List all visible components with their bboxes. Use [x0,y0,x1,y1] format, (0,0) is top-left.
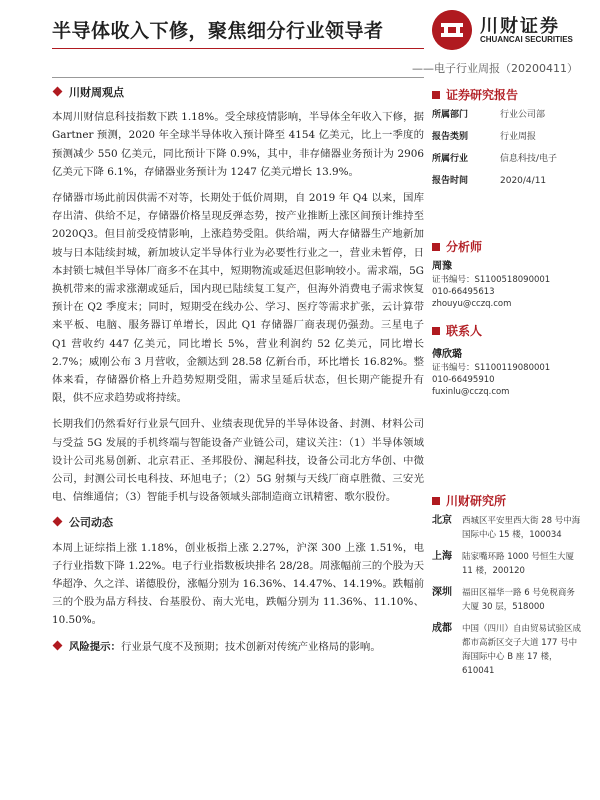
office-beijing [432,514,582,542]
info-value: 信息科技/电子 [500,154,558,164]
chuancai-logo-icon [432,10,472,50]
office-address: 陆家嘴环路 1000 号恒生大厦 11 楼，200120 [462,552,575,576]
contact-email[interactable]: fuxinlu@cczq.com [432,387,510,397]
contact-phone: 010-66495910 [432,375,495,385]
office-address: 西城区平安里西大街 28 号中海国际中心 15 楼，100034 [462,516,581,540]
square-bullet-icon [432,497,440,505]
info-key: 所属部门 [432,110,469,120]
analyst-phone: 010-66495613 [432,287,495,297]
report-subtitle: ——电子行业周报（20200411） [412,62,578,75]
sidebar-heading-analyst [432,240,582,254]
sidebar-heading-text: 联系人 [446,324,483,338]
office-city: 深圳 [432,587,452,598]
office-shanghai [432,550,582,578]
square-bullet-icon [432,243,440,251]
office-city: 成都 [432,623,452,634]
analyst-name: 周豫 [432,261,452,272]
section-heading-text: 川财周观点 [69,86,124,99]
risk-warning [52,638,424,656]
info-row-department [432,108,582,122]
analyst-cert: 证书编号：S1100518090001 [432,275,551,285]
section-heading-company-news [52,514,424,532]
paragraph-4: 本周上证综指上涨 1.18%，创业板指上涨 2.27%，沪深 300 上涨 1.51%，电子行业指数下降 1.22%。电子行业指数板块排名 28/28。周涨幅前三的个股为天华超净、久之洋、诺德股份，涨幅分别为 16.36%、14.47%、14.19%。跌幅前三的个股为晶方科技、台基股份、南大光电，跌幅分别为 11.36%、11.10%、10.50%。 [52,541,424,627]
paragraph-1: 本周川财信息科技指数下跌 1.18%。受全球疫情影响，半导体全年收入下修，据 Gartner 预测，2020 年全球半导体收入预计降至 4154 亿美元，比上一季度的预测减少 550 亿美元，同比预计下降 0.9%，其中，非存储器业务预计为 2906 亿美元下降 6.1%，存储器业务预计为 1247 亿美元增长 13.9%。 [52,111,424,178]
diamond-bullet-icon [53,87,63,97]
sidebar-heading-text: 分析师 [446,240,483,254]
header-divider-secondary [52,77,424,78]
section-heading-weekly-view [52,84,424,102]
main-content [52,84,424,656]
sidebar-heading-institute [432,494,582,508]
office-city: 北京 [432,515,452,526]
info-key: 所属行业 [432,154,469,164]
paragraph-3: 长期我们仍然看好行业景气回升、业绩表现优异的半导体设备、封测、材料公司与受益 5G 发展的手机终端与智能设备产业链公司，建议关注：（1）半导体领域设计公司兆易创新、北京君正、圣邦股份、澜起科技，设备公司北方华创、中微公司，封测公司长电科技、环旭电子；（2）5G 射频与天线厂商卓胜微、三安光电、信维通信；（3）智能手机与设备领域头部制造商立讯精密、歌尔股份。 [52,418,424,504]
company-logo [432,10,582,50]
sidebar-heading-report [432,88,582,102]
diamond-bullet-icon [53,517,63,527]
sidebar-heading-text: 川财研究所 [446,494,507,508]
sidebar-heading-text: 证券研究报告 [446,88,519,102]
logo-text-cn: 川财证券 [480,16,560,37]
report-title: 半导体收入下修，聚焦细分行业领导者 [52,20,384,42]
office-shenzhen [432,586,582,614]
info-value: 2020/4/11 [500,176,547,186]
office-city: 上海 [432,551,452,562]
header-divider [52,48,424,49]
info-row-category [432,130,582,144]
info-row-date [432,174,582,188]
info-key: 报告类别 [432,132,469,142]
info-row-industry [432,152,582,166]
office-address: 中国（四川）自由贸易试验区成都市高新区交子大道 177 号中海国际中心 B 座 17 楼，610041 [462,624,582,676]
office-chengdu [432,622,582,678]
paragraph-2: 存储器市场此前因供需不对等，长期处于低价周期，自 2019 年 Q4 以来，国库存出清、供给不足，存储器价格呈现反弹态势，按产业推断上涨区间预计维持至 2020Q3。但目前受疫情影响，上涨趋势受阻。供给端，两大存储器生产地新加坡与日本陆续封城，新加坡认定半导体行业为必要性行业之一，营业未暂停，日本封锁七城但半导体厂商多不在其中，短期物流或延迟但影响较小。需求端，5G 换机带来的需求涨潮或延后，国内现已陆续复工复产，但海外消费电子需求恢复预计在 Q2 季度末；同时，短期受在线办公、学习、医疗等需求扩张，云计算带来平板、电脑、服务器订单增长，因此 Q1 存储器厂商表现仍强劲。三星电子 Q1 营收约 447 亿美元，同比增长 5%，营业利润约 52 亿美元，同比增长 2.7%；威刚公布 3 月营收，金额达到 28.58 亿新台币，环比增长 16.82%。整体来看，存储器价格上升趋势短期受阻，需求呈延后状态，但长期产能提升有限，供不应求趋势或将持续。 [52,192,424,405]
square-bullet-icon [432,91,440,99]
office-address: 福田区福华一路 6 号免税商务大厦 30 层，518000 [462,588,575,612]
risk-label: 风险提示： [69,640,121,653]
sidebar [432,88,582,686]
square-bullet-icon [432,327,440,335]
diamond-bullet-icon [53,640,63,650]
info-key: 报告时间 [432,176,469,186]
sidebar-heading-contact [432,324,582,338]
info-value: 行业周报 [500,132,537,142]
analyst-email[interactable]: zhouyu@cczq.com [432,299,512,309]
logo-text-en: CHUANCAI SECURITIES [480,35,573,44]
section-heading-text: 公司动态 [69,516,113,530]
contact-name: 傅欣璐 [432,349,462,360]
info-value: 行业公司部 [500,110,546,120]
risk-text: 行业景气度不及预期；技术创新对传统产业格局的影响。 [120,640,381,653]
contact-cert: 证书编号：S1100119080001 [432,363,551,373]
